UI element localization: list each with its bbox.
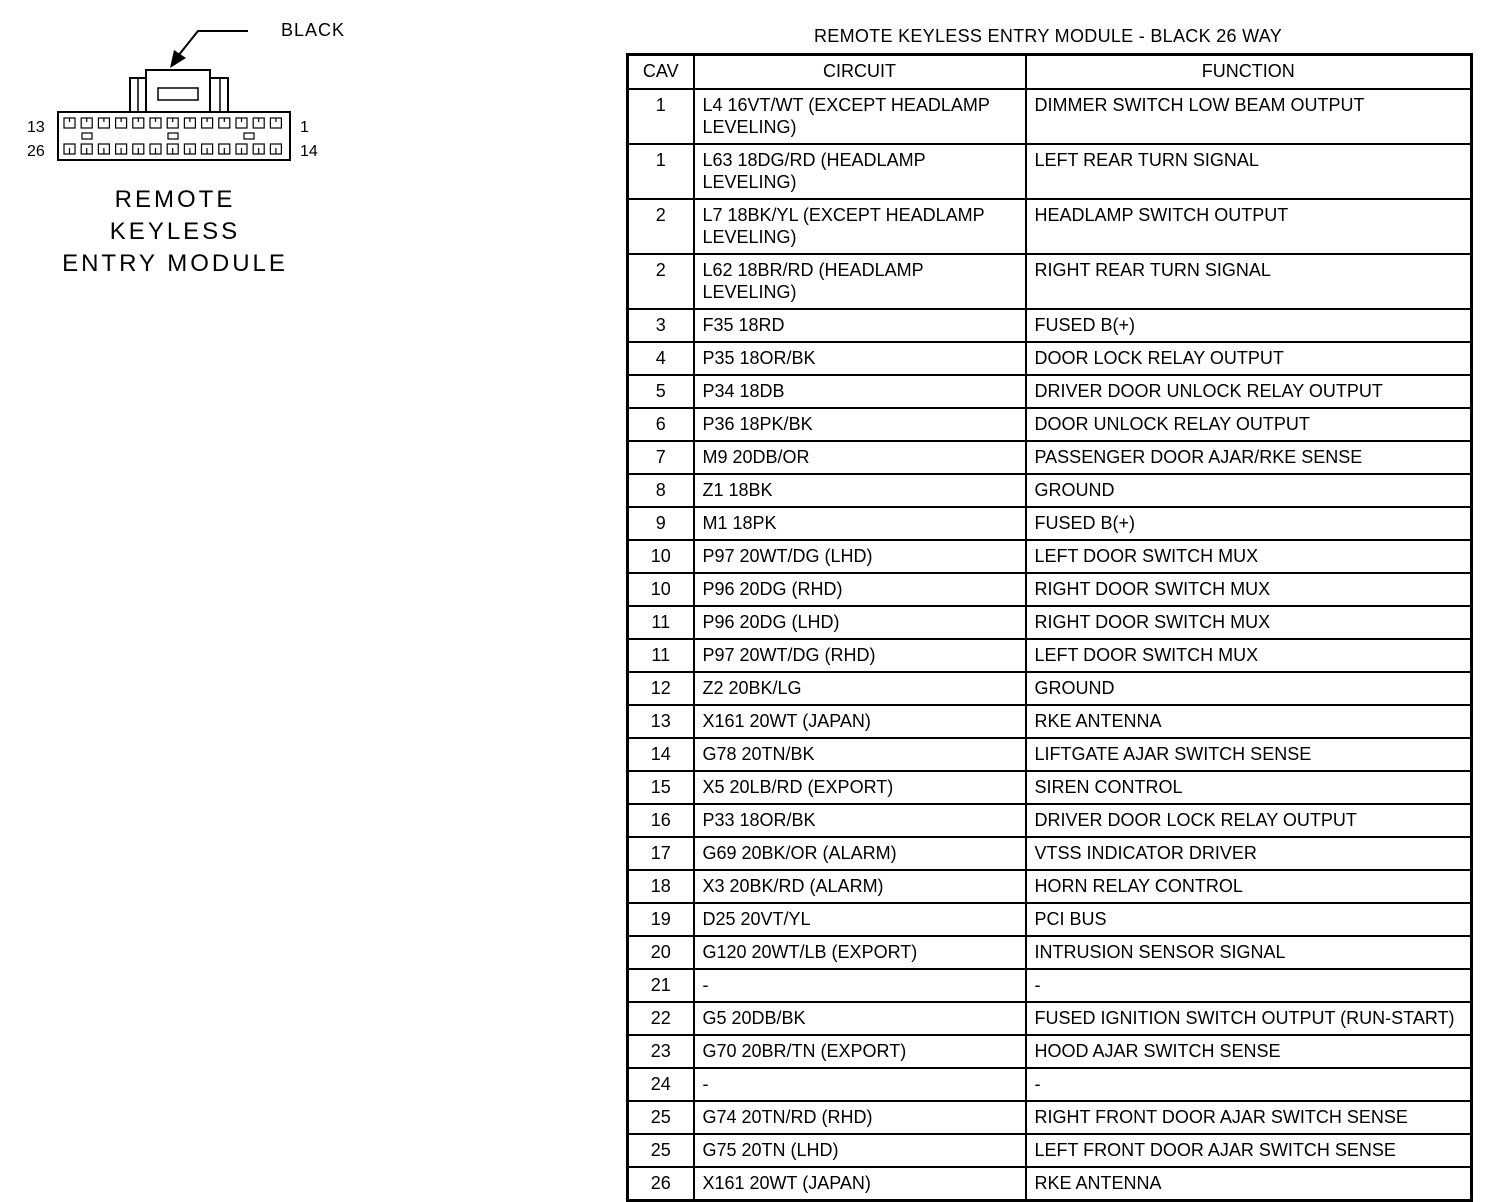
table-row (628, 606, 1472, 639)
table-row (628, 903, 1472, 936)
function-cell: FUSED B(+) (1026, 507, 1472, 540)
table-row (628, 705, 1472, 738)
cav-cell: 16 (628, 804, 694, 837)
cav-cell: 14 (628, 738, 694, 771)
function-cell: RIGHT DOOR SWITCH MUX (1026, 573, 1472, 606)
circuit-cell: Z2 20BK/LG (694, 672, 1026, 705)
callout-arrowhead (170, 50, 186, 68)
header-circuit: CIRCUIT (694, 55, 1026, 90)
function-cell: LEFT REAR TURN SIGNAL (1026, 144, 1472, 199)
pin-label-top-left: 13 (27, 119, 45, 136)
table-row (628, 969, 1472, 1002)
table-row (628, 375, 1472, 408)
function-cell: RIGHT DOOR SWITCH MUX (1026, 606, 1472, 639)
circuit-cell: P96 20DG (RHD) (694, 573, 1026, 606)
cav-cell: 7 (628, 441, 694, 474)
cav-cell: 22 (628, 1002, 694, 1035)
header-function: FUNCTION (1026, 55, 1472, 90)
cav-cell: 10 (628, 540, 694, 573)
circuit-cell: P97 20WT/DG (RHD) (694, 639, 1026, 672)
pin-label-top-right: 1 (300, 119, 309, 136)
cav-cell: 5 (628, 375, 694, 408)
circuit-cell: P34 18DB (694, 375, 1026, 408)
cav-cell: 25 (628, 1134, 694, 1167)
connector-color-label: BLACK (281, 20, 346, 40)
function-cell: RKE ANTENNA (1026, 1167, 1472, 1201)
table-row (628, 144, 1472, 199)
circuit-cell: X161 20WT (JAPAN) (694, 1167, 1026, 1201)
cav-cell: 8 (628, 474, 694, 507)
cav-cell: 12 (628, 672, 694, 705)
table-row (628, 1101, 1472, 1134)
table-row (628, 1002, 1472, 1035)
table-row (628, 254, 1472, 309)
table-row (628, 441, 1472, 474)
cav-cell: 4 (628, 342, 694, 375)
table-title: REMOTE KEYLESS ENTRY MODULE - BLACK 26 WAY (813, 26, 1283, 46)
circuit-cell: M1 18PK (694, 507, 1026, 540)
circuit-cell: X3 20BK/RD (ALARM) (694, 870, 1026, 903)
table-row (628, 936, 1472, 969)
table-row (628, 89, 1472, 144)
circuit-cell: Z1 18BK (694, 474, 1026, 507)
function-cell: DRIVER DOOR LOCK RELAY OUTPUT (1026, 804, 1472, 837)
function-cell: DOOR UNLOCK RELAY OUTPUT (1026, 408, 1472, 441)
function-cell: HOOD AJAR SWITCH SENSE (1026, 1035, 1472, 1068)
circuit-cell: X5 20LB/RD (EXPORT) (694, 771, 1026, 804)
circuit-cell: M9 20DB/OR (694, 441, 1026, 474)
table-row (628, 1068, 1472, 1101)
cav-cell: 1 (628, 89, 694, 144)
circuit-cell: G74 20TN/RD (RHD) (694, 1101, 1026, 1134)
function-cell: GROUND (1026, 672, 1472, 705)
circuit-cell: G120 20WT/LB (EXPORT) (694, 936, 1026, 969)
table-row (628, 1134, 1472, 1167)
connector-figure (20, 16, 346, 277)
function-cell: LEFT DOOR SWITCH MUX (1026, 540, 1472, 573)
table-row (628, 639, 1472, 672)
cav-cell: 23 (628, 1035, 694, 1068)
table-body (628, 89, 1472, 1201)
function-cell: LEFT DOOR SWITCH MUX (1026, 639, 1472, 672)
cav-cell: 11 (628, 606, 694, 639)
circuit-cell: L63 18DG/RD (HEADLAMP LEVELING) (694, 144, 1026, 199)
cav-cell: 18 (628, 870, 694, 903)
module-name-line1: REMOTE KEYLESS (109, 186, 241, 245)
circuit-cell: G70 20BR/TN (EXPORT) (694, 1035, 1026, 1068)
function-cell: HORN RELAY CONTROL (1026, 870, 1472, 903)
table-row (628, 199, 1472, 254)
table-row (628, 309, 1472, 342)
circuit-cell: D25 20VT/YL (694, 903, 1026, 936)
callout-leader-line (178, 31, 248, 56)
cav-cell: 17 (628, 837, 694, 870)
cav-cell: 3 (628, 309, 694, 342)
cav-cell: 13 (628, 705, 694, 738)
table-row (628, 771, 1472, 804)
function-cell: DOOR LOCK RELAY OUTPUT (1026, 342, 1472, 375)
table-row (628, 672, 1472, 705)
function-cell: DIMMER SWITCH LOW BEAM OUTPUT (1026, 89, 1472, 144)
cav-cell: 2 (628, 199, 694, 254)
function-cell: RIGHT REAR TURN SIGNAL (1026, 254, 1472, 309)
function-cell: RIGHT FRONT DOOR AJAR SWITCH SENSE (1026, 1101, 1472, 1134)
table-header-row (628, 55, 1472, 90)
table-row (628, 342, 1472, 375)
cav-cell: 24 (628, 1068, 694, 1101)
function-cell: HEADLAMP SWITCH OUTPUT (1026, 199, 1472, 254)
table-row (628, 540, 1472, 573)
function-cell: - (1026, 969, 1472, 1002)
circuit-cell: G78 20TN/BK (694, 738, 1026, 771)
circuit-cell: G75 20TN (LHD) (694, 1134, 1026, 1167)
circuit-cell: X161 20WT (JAPAN) (694, 705, 1026, 738)
function-cell: RKE ANTENNA (1026, 705, 1472, 738)
cav-cell: 2 (628, 254, 694, 309)
function-cell: GROUND (1026, 474, 1472, 507)
header-cav: CAV (628, 55, 694, 90)
circuit-cell: P33 18OR/BK (694, 804, 1026, 837)
circuit-cell: L62 18BR/RD (HEADLAMP LEVELING) (694, 254, 1026, 309)
pin-label-bottom-left: 26 (27, 143, 45, 160)
module-name (50, 184, 300, 280)
table-row (628, 507, 1472, 540)
cav-cell: 26 (628, 1167, 694, 1201)
connector-body (58, 112, 290, 160)
cav-cell: 25 (628, 1101, 694, 1134)
connector-latch-top (146, 70, 210, 112)
function-cell: PCI BUS (1026, 903, 1472, 936)
cav-cell: 10 (628, 573, 694, 606)
function-cell: LEFT FRONT DOOR AJAR SWITCH SENSE (1026, 1134, 1472, 1167)
table-row (628, 1035, 1472, 1068)
circuit-cell: P35 18OR/BK (694, 342, 1026, 375)
circuit-cell: P96 20DG (LHD) (694, 606, 1026, 639)
pin-label-bottom-right: 14 (300, 143, 318, 160)
circuit-cell: - (694, 1068, 1026, 1101)
table-row (628, 837, 1472, 870)
table-row (628, 408, 1472, 441)
circuit-cell: P97 20WT/DG (LHD) (694, 540, 1026, 573)
cav-cell: 9 (628, 507, 694, 540)
cav-cell: 6 (628, 408, 694, 441)
circuit-cell: - (694, 969, 1026, 1002)
function-cell: PASSENGER DOOR AJAR/RKE SENSE (1026, 441, 1472, 474)
cav-cell: 15 (628, 771, 694, 804)
circuit-cell: P36 18PK/BK (694, 408, 1026, 441)
table-row (628, 573, 1472, 606)
pinout-table (626, 53, 1473, 1202)
table-row (628, 738, 1472, 771)
table-row (628, 804, 1472, 837)
function-cell: LIFTGATE AJAR SWITCH SENSE (1026, 738, 1472, 771)
module-name-line2: ENTRY MODULE (62, 250, 288, 277)
function-cell: DRIVER DOOR UNLOCK RELAY OUTPUT (1026, 375, 1472, 408)
table-row (628, 870, 1472, 903)
cav-cell: 20 (628, 936, 694, 969)
table-row (628, 474, 1472, 507)
circuit-cell: L4 16VT/WT (EXCEPT HEADLAMP LEVELING) (694, 89, 1026, 144)
circuit-cell: G69 20BK/OR (ALARM) (694, 837, 1026, 870)
table-row (628, 1167, 1472, 1201)
cav-cell: 11 (628, 639, 694, 672)
circuit-cell: L7 18BK/YL (EXCEPT HEADLAMP LEVELING) (694, 199, 1026, 254)
function-cell: INTRUSION SENSOR SIGNAL (1026, 936, 1472, 969)
function-cell: - (1026, 1068, 1472, 1101)
cav-cell: 19 (628, 903, 694, 936)
function-cell: SIREN CONTROL (1026, 771, 1472, 804)
cav-cell: 21 (628, 969, 694, 1002)
circuit-cell: G5 20DB/BK (694, 1002, 1026, 1035)
cav-cell: 1 (628, 144, 694, 199)
function-cell: FUSED B(+) (1026, 309, 1472, 342)
circuit-cell: F35 18RD (694, 309, 1026, 342)
function-cell: VTSS INDICATOR DRIVER (1026, 837, 1472, 870)
function-cell: FUSED IGNITION SWITCH OUTPUT (RUN-START) (1026, 1002, 1472, 1035)
